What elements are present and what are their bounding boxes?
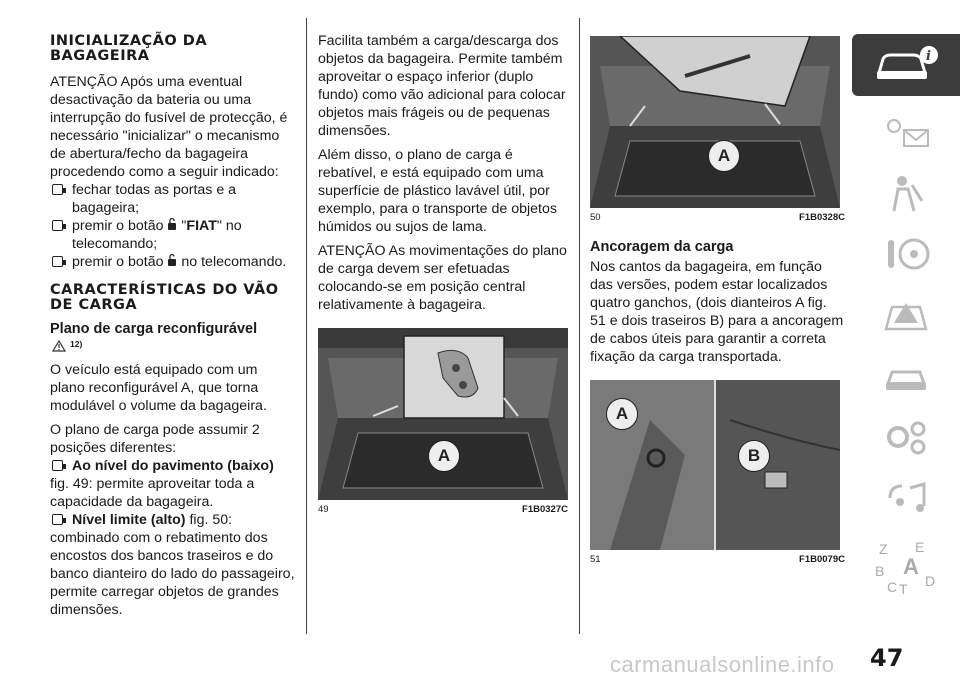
paragraph: O veículo está equipado com um plano reconfigurável A, que torna modulável o volume da bagageira. xyxy=(50,362,267,414)
trunk-floor-illustration xyxy=(318,328,568,500)
figure-label-a: A xyxy=(708,140,740,172)
technical-data-icon[interactable] xyxy=(852,412,960,462)
figure-code: F1B0079C xyxy=(799,554,845,565)
paragraph-attention: ATENÇÃO Após uma eventual desactivação da bateria ou uma interrupção do fusível de protecção, é necessário "inicializar" o mecanismo de abertura/fecho da bagageira procedendo como a seguir indicado: xyxy=(50,74,288,180)
figure-label-a: A xyxy=(428,440,460,472)
list-item: Nível limite (alto) fig. 50: xyxy=(50,511,295,529)
figure-label-a: A xyxy=(606,398,638,430)
multimedia-icon[interactable] xyxy=(852,473,960,523)
figure-number: 49 xyxy=(318,504,329,515)
bullet-icon xyxy=(52,184,63,195)
bullet-icon xyxy=(52,460,63,471)
subsection-title-load-floor: Plano de carga reconfigurável xyxy=(50,321,258,337)
breakdown-icon[interactable] xyxy=(852,290,960,340)
figure-code: F1B0328C xyxy=(799,212,845,223)
steering-wheel-icon[interactable] xyxy=(852,229,960,279)
figure-51-image xyxy=(590,380,840,550)
lock-icon xyxy=(167,217,177,231)
figure-number: 51 xyxy=(590,554,601,565)
chapter-sidebar xyxy=(852,34,960,609)
subsection-title-cargo-anchoring: Ancoragem da carga xyxy=(590,239,734,255)
column-divider xyxy=(306,18,307,634)
trunk-raised-floor-illustration xyxy=(590,36,840,208)
index-letter: E xyxy=(915,539,925,555)
airbag-safety-icon[interactable] xyxy=(852,168,960,218)
car-info-icon[interactable] xyxy=(852,34,960,96)
section-title-initialization: INICIALIZAÇÃO DA BAGAGEIRA xyxy=(50,33,208,64)
paragraph: Facilita também a carga/descarga dos objetos da bagageira. Permite também aproveitar o espaço inferior (duplo fundo) como vão adicional para colocar objetos mais frágeis ou de pequenas dimensões. xyxy=(318,33,566,139)
bullet-icon xyxy=(52,256,63,267)
column-1 xyxy=(50,0,295,619)
column-3 xyxy=(590,0,845,565)
figure-49-image xyxy=(318,328,568,500)
index-letter: Z xyxy=(879,541,888,557)
figure-caption xyxy=(590,212,845,223)
figure-number: 50 xyxy=(590,212,601,223)
paragraph: fig. 49: permite aproveitar toda a capacidade da bagageira. xyxy=(50,476,255,510)
index-letter: B xyxy=(875,563,885,579)
paragraph: Além disso, o plano de carga é rebatível, e está equipado com uma superfície de plástico lavável útil, por exemplo, para o transporte de objetos húmidos ou sujos de lama. xyxy=(318,147,557,235)
warning-reference: 12) xyxy=(70,339,83,349)
figure-50-image xyxy=(590,36,840,208)
list-item: premir o botão no telecomando. xyxy=(50,253,295,271)
list-item: premir o botão "FIAT" no telecomando; xyxy=(50,217,295,253)
list-item: fechar todas as portas e a bagageira; xyxy=(50,181,295,217)
page-number: 47 xyxy=(870,644,904,672)
section-title-cargo-space: CARACTERÍSTICAS DO VÃO DE CARGA xyxy=(50,282,279,313)
watermark: carmanualsonline.info xyxy=(610,652,835,677)
paragraph-attention: ATENÇÃO As movimentações do plano de carga devem ser efetuadas colocando-se em posição central relativamente à bagageira. xyxy=(318,243,567,313)
warning-triangle-icon xyxy=(52,339,66,351)
figure-label-b: B xyxy=(738,440,770,472)
paragraph: O plano de carga pode assumir 2 posições diferentes: xyxy=(50,422,260,456)
service-car-icon[interactable] xyxy=(852,351,960,401)
warning-lights-icon[interactable] xyxy=(852,107,960,157)
index-icon[interactable] xyxy=(852,534,960,598)
figure-code: F1B0327C xyxy=(522,504,568,515)
unlock-icon xyxy=(167,253,177,267)
index-letter: A xyxy=(903,554,919,579)
svg-text:i: i xyxy=(926,49,931,64)
bullet-icon xyxy=(52,514,63,525)
index-letter: C xyxy=(887,579,898,595)
column-divider xyxy=(579,18,580,634)
column-2 xyxy=(318,0,568,515)
index-letter: T xyxy=(899,581,908,596)
list-item: Ao nível do pavimento (baixo) xyxy=(50,457,295,475)
paragraph: combinado com o rebatimento dos encostos dos bancos traseiros e do banco dianteiro do lado do passageiro, permite carregar objetos de grandes dimensões. xyxy=(50,530,295,618)
bullet-icon xyxy=(52,220,63,231)
index-letter: D xyxy=(925,573,936,589)
paragraph: Nos cantos da bagageira, em função das versões, podem estar localizados quatro ganchos, (dois dianteiros A fig. 51 e dois traseiros B) para a ancoragem de cabos úteis para garantir a correta fixação da carga transportada. xyxy=(590,259,844,365)
figure-caption xyxy=(318,504,568,515)
figure-caption xyxy=(590,554,845,565)
